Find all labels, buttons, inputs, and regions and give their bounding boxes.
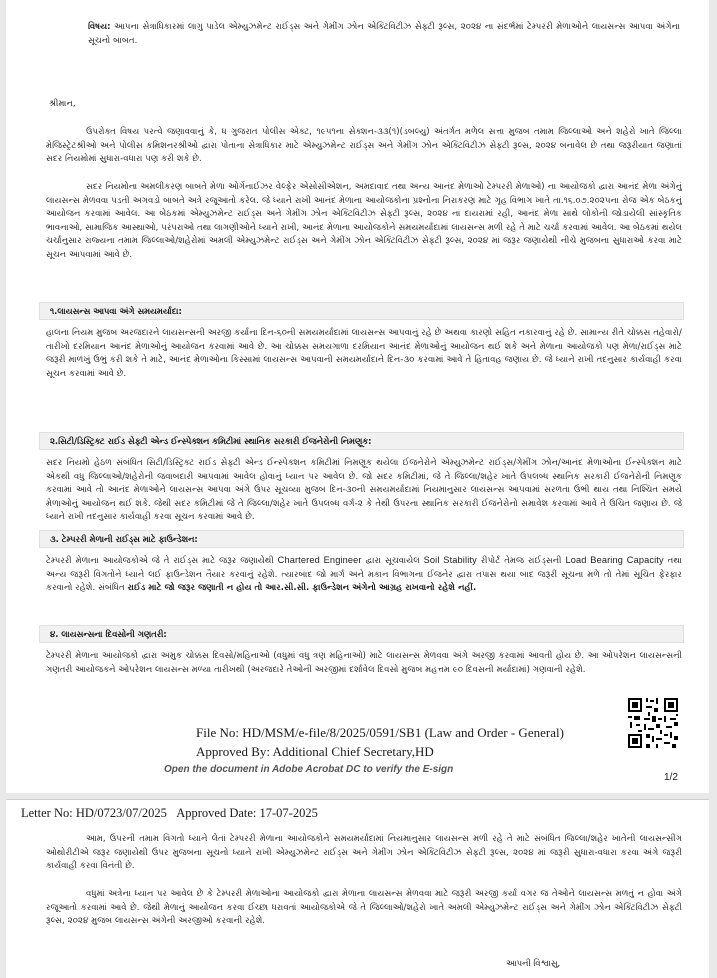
section-3-text-g: તથા અન્ય જરૂરી વિગતોને ધ્યાને લઈ ફાઉન્ડેશન તૈયાર કરવાનું રહેશે. ત્યારબાદ જો માર્ગ અને મકાન વિભાગના ઈજનેર દ્વારા તપાસ થયા બાદ જરૂરી સૂચના મળે તો તેમાં સૂચિત ફેરફાર કરવાનો રહેશે. સંબંધિત xyxy=(46,555,682,593)
section-1-body: હાલના નિયમ મુજબ અરજદારને લાયસન્સની અરજી કર્યાના દિન-૬૦ની સમયમર્યાદામાં લાયસન્સ આપવાનું રહે છે અથવા કારણો સહિત નકારવાનું રહે છે. સામાન્ય રીતે ચોક્કસ તહેવારો/તારીખો દરમિયાન આનંદ મેળાઓનું આયોજન કરવામાં આવે છે. આ ચોક્કસ સમયગાળા દરમિયાન આનંદ મેળાઓનું આયોજન થઈ શકે અને મેળાના આયોજકો પણ મેળા/રાઈડ્સ માટે જરૂરી માળખું ઉભું કરી શકે તે માટે, આનંદ મેળાઓના કિસ્સામાં લાયસન્સ આપવાની સમયમર્યાદાને દિન-૩૦ કરવામાં આવે તે હિતાવહ જણાય છે. જે ધ્યાને રાખી તદનુસાર કાર્યવાહી કરવા સૂચન કરવામાં આવે છે. xyxy=(46,327,682,378)
section-3-term-soil-stability: Soil Stability xyxy=(423,555,477,565)
letter-header xyxy=(21,806,318,821)
page-2-paragraph-2: વધુમાં અત્રેના ધ્યાન પર આવેલ છે કે ટેમ્પરરી મેળાઓના આયોજકો દ્વારા મેળાના લાયસન્સ મેળવવા માટે જરૂરી અરજી કર્યા વગર જ તેઓને લાયસન્સ મળતું ન હોવા અંગે રજૂઆતો કરવામાં આવે છે. જેથી મેળાનું આયોજન કરવા ઈચ્છા ધરાવતાં આયોજકોએ જે તે જિલ્લાઓ/શહેરો ખાતે અમલી એમ્યુઝમેન્ટ રાઈડ્સ અને ગેમીંગ ઝોન એક્ટિવિટીઝ સેફ્ટી રૂલ્સ, ૨૦૨૪ મુજબ લાયસન્સ અંગેની અરજીઓ કરવાની રહેશે. xyxy=(46,888,682,926)
closing-line: આપની વિશ્વાસુ, xyxy=(506,958,561,968)
page-1 xyxy=(6,0,709,793)
section-3-term-load-bearing: Load Bearing Capacity xyxy=(565,555,664,565)
approved-by: Approved By: Additional Chief Secretary,HD xyxy=(196,744,434,759)
section-3-heading: ૩. ટેમ્પરરી મેળાની રાઈડ્સ માટે ફાઉન્ડેશન: xyxy=(39,530,684,548)
subject-label: વિષય: xyxy=(88,21,111,31)
page-2-paragraph-1: આમ, ઉપરની તમામ વિગતો ધ્યાને લેતાં ટેમ્પરરી મેળાના આયોજકોને સમયમર્યાદામાં નિયમાનુસાર લાયસન્સ મળી રહે તે માટે સંબંધિત જિલ્લા/શહેર ખાતેની લાયસન્સીંગ ઓથોરીટીએ જરૂર જણાયેથી ઉપર મુજબના સૂચનો ધ્યાને રાખી એમ્યુઝમેન્ટ રાઈડ્સ અને ગેમીંગ ઝોન એક્ટિવિટીઝ સેફ્ટી રૂલ્સ, ૨૦૨૪ માં જરૂરી સુધારા-વધારા કરવા અંગે જરૂરી કાર્યવાહી કરવા વિનંતી છે. xyxy=(46,833,682,871)
qr-code-icon xyxy=(626,696,680,750)
section-3-text-c: દ્વારા સૂચવાયેલ xyxy=(361,555,424,565)
section-3-text-e: રીપોર્ટ તેમજ રાઈડ્સની xyxy=(476,555,566,565)
section-3-term-chartered-engineer: Chartered Engineer xyxy=(277,555,362,565)
approved-date: Approved Date: 17-07-2025 xyxy=(176,806,318,820)
letter-number: Letter No: HD/0723/07/2025 xyxy=(21,806,167,820)
section-4-body: ટેમ્પરરી મેળાના આયોજકો દ્વારા અમુક ચોક્કસ દિવસો/મહિનાઓ (વધુમાં વધુ ત્રણ મહિનાઓ) માટે લાયસન્સ મેળવવા અંગે અરજી કરવામાં આવતી હોય છે. આ ઓપરેશન લાયસન્સની ગણતરી આયોજકને ઓપરેશન લાયસન્સ મળ્યા તારીખથી (અરજદારે તેઓની અરજીમાં દર્શાવેલ દિવસો મુજબ મહત્તમ ૯૦ દિવસની મર્યાદામાં) ગણવાની રહેશે. xyxy=(46,650,682,674)
section-3-body xyxy=(46,554,682,595)
section-2-heading: ૨.સિટી/ડિસ્ટ્રિક્ટ રાઈડ સેફ્ટી એન્ડ ઈન્સ્પેક્શન કમિટીમાં સ્થાનિક સરકારી ઈજનેરોની નિમણૂક: xyxy=(39,432,684,450)
section-1-heading: ૧.લાયસન્સ આપવા અંગે સમયમર્યાદા: xyxy=(39,302,684,320)
paragraph-2: સદર નિયમોના અમલીકરણ બાબતે મેળા ઓર્ગેનાઈઝર વેલ્ફેર એસોસીએશન, અમદાવાદ તથા અન્ય આનંદ મેળાઓ ટેમ્પરરી મેળાઓ) ના આયોજકો દ્વારા આનંદ મેળા અંગેનું લાયસન્સ મેળવવા પડતી અગવડો બાબતે અત્રે રજૂઆતો કરેલ. જે ધ્યાને રાખી આનંદ મેળાના આયોજકોના પ્રશ્નોના નિરાકરણ માટે ગૃહ વિભાગ ખાતે તા.૧૬.૦૭.૨૦૨૫ના રોજ એક બેઠકનું આયોજન કરવામાં આવેલ. આ બેઠકમાં એમ્યુઝમેન્ટ રાઈડ્સ અને ગેમીંગ ઝોન એક્ટિવિટીઝ સેફ્ટી રૂલ્સ, ૨૦૨૪ ના દાયરામાં રહી, આનંદ મેળા સાથે લોકોની જોડાયેલી સાંસ્કૃતિક ભાવનાઓ, સામાજિક આસ્થાઓ, પરંપરાઓ તથા લાગણીઓને ધ્યાને રાખી, આનંદ મેળાના આયોજકોને સમયમર્યાદામાં લાયસન્સ મળી રહે તે માટે ચર્ચા કરવામાં આવેલ. આ બેઠકમાં થયેલ ચર્ચાનુસાર રાજ્યના તમામ જિલ્લાઓ/શહેરોમાં અમલી એમ્યુઝમેન્ટ રાઈડ્સ અને ગેમીંગ ઝોન એક્ટિવિટીઝ સેફ્ટી રૂલ્સ, ૨૦૨૪ માં જરૂર જણાયેથી નીચે મુજબના સુધારાઓ કરવા માટે સૂચન આપવામાં આવે છે. xyxy=(46,181,682,259)
section-3-text-a: ટેમ્પરરી મેળાના આયોજકોએ જે તે રાઈડ્સ માટે જરૂર જણાયેથી xyxy=(46,555,278,565)
section-4-heading: ૪. લાયસન્સના દિવસોની ગણતરી: xyxy=(39,625,684,643)
file-number: File No: HD/MSM/e-file/8/2025/0591/SB1 (Law and Order - General) xyxy=(196,725,564,740)
esign-footer xyxy=(164,723,564,777)
salutation: શ્રીમાન, xyxy=(49,98,76,108)
subject-block xyxy=(88,20,680,47)
section-2-body: સદર નિયમો હેઠળ સંબંધિત સિટી/ડિસ્ટ્રિક્ટ રાઈડ સેફ્ટી એન્ડ ઈન્સ્પેક્શન કમિટીમાં નિમણૂક થયેલા ઈજનેરોને એમ્યુઝમેન્ટ રાઈડ્સ/ગેમીંગ ઝોન/આનંદ મેળાઓના ઈન્સ્પેક્શન માટે એકથી વધુ જિલ્લાઓ/શહેરોની જવાબદારી આપવામાં આવેલ હોવાનું ધ્યાન પર આવેલ છે. જો સદર કમિટીમાં, જે તે જિલ્લા/શહેર ખાતે ઉપલબ્ધ સ્થાનિક સરકારી ઈજનેરોની નિમણૂક કરવામાં આવે તો આનંદ મેળાઓને લાયસન્સ આપવા અંગે ઉપર સૂચવ્યા મુજબ દિન-૩૦ની સમયમર્યાદામાં નિયમાનુસાર લાયસન્સ આપવામાં સરળતા ઉભી થાય તથા નિશ્ચિત સમયે મેળાઓનું આયોજન થઈ શકે. જેથી સદર કમિટીમાં જે તે જિલ્લા/શહેર ખાતે ઉપલબ્ધ વર્ગ-૨ કે તેથી ઉપરના સ્થાનિક સરકારી ઈજનેરોનો સમાવેશ કરવામાં આવે તે ઉચિત જણાય છે. જે ધ્યાને રાખી તદનુસાર કાર્યવાહી કરવા સૂચન કરવામાં આવે છે. xyxy=(46,457,682,522)
paragraph-1: ઉપરોક્ત વિષય પરત્વે જણાવવાનું કે, ધ ગુજરાત પોલીસ એક્ટ, ૧૯૫૧ના સેક્શન-૩૩(૧)(ડબલ્યુ) અંતર્ગત મળેલ સત્તા મુજબ તમામ જિલ્લાઓ અને શહેરો ખાતે જિલ્લા મેજિસ્ટ્રેટશ્રીઓ અને પોલીસ કમિશનરશ્રીઓ દ્વારા પોતાના સેત્રાધિકાર માટે એમ્યુઝમેન્ટ રાઈડ્સ અને ગેમીંગ ઝોન એક્ટિવિટીઝ સેફ્ટી રૂલ્સ, ૨૦૨૪ બનાવેલ છે તથા જરૂરીયાત જણાતાં સદર નિયમોમાં સુધારા-વધારા પણ કરી શકે છે. xyxy=(46,126,682,164)
page-number: 1/2 xyxy=(664,772,678,783)
verify-esign-note: Open the document in Adobe Acrobat DC to verify the E-sign xyxy=(164,764,454,775)
subject-text: આપના સેત્રાધિકારમાં લાગુ પાડેલ એમ્યુઝમેન્ટ રાઈડ્સ અને ગેમીંગ ઝોન એક્ટિવિટીઝ સેફ્ટી રૂલ્સ, ૨૦૨૪ ના સંદર્ભમાં ટેમ્પરરી મેળાઓને લાયસન્સ આપવા અંગેના સૂચનો બાબત. xyxy=(88,21,680,45)
page-2 xyxy=(6,799,709,978)
section-3-bold-note: રાઈડ માટે જો જરૂર જણાતી ન હોય તો આર.સી.સી. ફાઉન્ડેશન અંગેનો આગ્રહ રાખવાનો રહેશે નહીં. xyxy=(127,582,477,593)
